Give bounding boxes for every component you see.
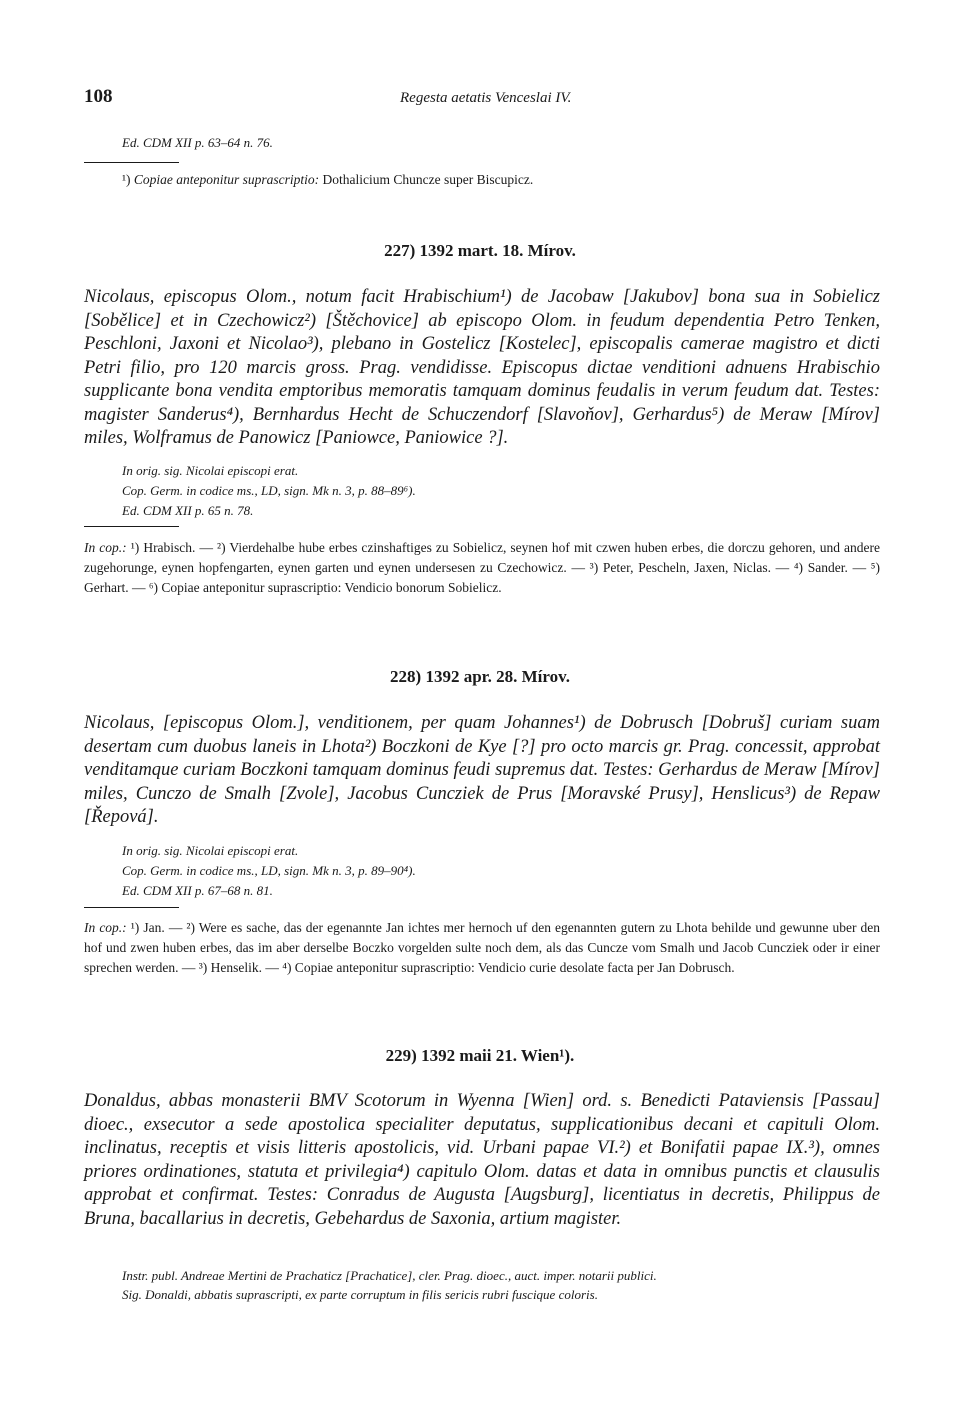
- top-footnote: [122, 170, 533, 190]
- top-edition-reference: Ed. CDM XII p. 63–64 n. 76.: [122, 135, 273, 150]
- footnote-text: ¹) Jan. — ²) Were es sache, das der egenannte Jan ichtes mer hernoch uf den egenannten gutern zu Lhota behilde und gewunne uber den hof und zwen huben erbes, das im aber derselbe Boczko vorgelden sulte noch dem, als das Cuncze vom Smalh und Jacob Cuncziek oder ir einer sprechen werden. — ³) Henselik. — ⁴) Copiae anteponitur suprascriptio: Vendicio curie desolate facta per Jan Dobrusch.: [84, 920, 881, 975]
- entry-227-body: Nicolaus, episcopus Olom., notum facit Hrabischium¹) de Jacobaw [Jakubov] bona sua in Sobielicz [Sobělice] et in Czechowicz²) [Štěchovice] ab episcopo Olom. in feudum dependentia Petro Tenken, Peschloni, Jaxoni et Nicolao³), plebano in Gostelicz [Kostelec], episcopalis camerae magistro et dicti Petri filio, pro 120 marcis gross. Prag. vendidisse. Episcopus dictae venditioni adnuens Hrabischio supplicante bona vendita emptoribus memoratis tamquam dominus feudalis in verum feudum dat. Testes: magister Sanderus⁴), Bernhardus Hecht de Schuczendorf [Slavoňov], Gerhardus⁵) de Meraw [Mírov] miles, Wolframus de Panowicz [Paniowce, Paniowice ?].: [84, 287, 880, 448]
- footnote-rule: [84, 526, 179, 527]
- entry-228-seal-note: In orig. sig. Nicolai episcopi erat.: [122, 843, 299, 858]
- entry-227-seal-note: In orig. sig. Nicolai episcopi erat.: [122, 463, 299, 478]
- entry-228-footnotes: [84, 918, 880, 978]
- running-head: Regesta aetatis Venceslai IV.: [400, 90, 572, 106]
- footnote-marker: ¹): [122, 172, 134, 187]
- entry-228-copy-note: Cop. Germ. in codice ms., LD, sign. Mk n. 3, p. 89–90⁴).: [122, 863, 416, 878]
- entry-229-heading: 229) 1392 maii 21. Wien¹).: [385, 1046, 575, 1065]
- entry-229-seal-note: Sig. Donaldi, abbatis suprascripti, ex parte corruptum in filis sericis rubri fuscique coloris.: [122, 1287, 598, 1302]
- footnote-label: In cop.:: [84, 920, 127, 935]
- footnote-text: ¹) Hrabisch. — ²) Vierdehalbe hube erbes czinshaftiges zu Sobielicz, seynen hof mit czwen huben erbes, die dorczu gehoren, und andere zugehorunge, eynen hopfengarten, eynen garten und eynen undersesen zu Czechowicz. — ³) Peter, Pescheln, Jaxen, Niclas. — ⁴) Sander. — ⁵) Gerhart. — ⁶) Copiae anteponitur suprascriptio: Vendicio bonorum Sobielicz.: [84, 540, 881, 595]
- entry-228-body: Nicolaus, [episcopus Olom.], venditionem, per quam Johannes¹) de Dobrusch [Dobruš] curiam suam desertam cum duobus laneis in Lhota²) Boczkoni de Kye [?] pro octo marcis gr. Prag. concessit, approbat venditamque curiam Boczkoni tamquam dominus feudi supremus dat. Testes: Gerhardus de Meraw [Mírov] miles, Cunczo de Smalh [Zvole], Jacobus Cuncziek de Prus [Moravské Prusy], Henslicus³) de Repaw [Řepová].: [84, 713, 880, 827]
- entry-228-edition: Ed. CDM XII p. 67–68 n. 81.: [122, 883, 273, 898]
- page-number: 108: [84, 86, 113, 107]
- entry-227-edition: Ed. CDM XII p. 65 n. 78.: [122, 503, 254, 518]
- entry-229-body: Donaldus, abbas monasterii BMV Scotorum in Wyenna [Wien] ord. s. Benedicti Pataviensis [Passau] dioec., exsecutor a sede apostolica specialiter deputatus, supplicationibus decani et capituli Olom. inclinatus, receptis et visis litteris apostolicis, vid. Urbani papae VI.²) et Bonifatii papae IX.³), omnes priores ordinationes, statuta et privilegia⁴) capitulo Olom. datas et data in omnibus punctis et clausulis approbat et confirmat. Testes: Conradus de Augusta [Augsburg], licentiatus in decretis, Philippus de Bruna, bacallarius in decretis, Gebehardus de Saxonia, artium magister.: [84, 1091, 880, 1229]
- footnote-text: Dothalicium Chuncze super Biscupicz.: [319, 172, 534, 187]
- footnote-rule: [84, 162, 179, 163]
- footnote-rule: [84, 907, 179, 908]
- entry-228-heading: 228) 1392 apr. 28. Mírov.: [390, 667, 570, 686]
- entry-229-instrument-note: Instr. publ. Andreae Mertini de Prachaticz [Prachatice], cler. Prag. dioec., auct. imper. notarii publici.: [122, 1268, 657, 1283]
- entry-227-footnotes: [84, 538, 880, 598]
- entry-227-copy-note: Cop. Germ. in codice ms., LD, sign. Mk n. 3, p. 88–89⁶).: [122, 483, 416, 498]
- footnote-label: In cop.:: [84, 540, 127, 555]
- footnote-label: Copiae anteponitur suprascriptio:: [133, 172, 320, 187]
- entry-227-heading: 227) 1392 mart. 18. Mírov.: [384, 241, 576, 260]
